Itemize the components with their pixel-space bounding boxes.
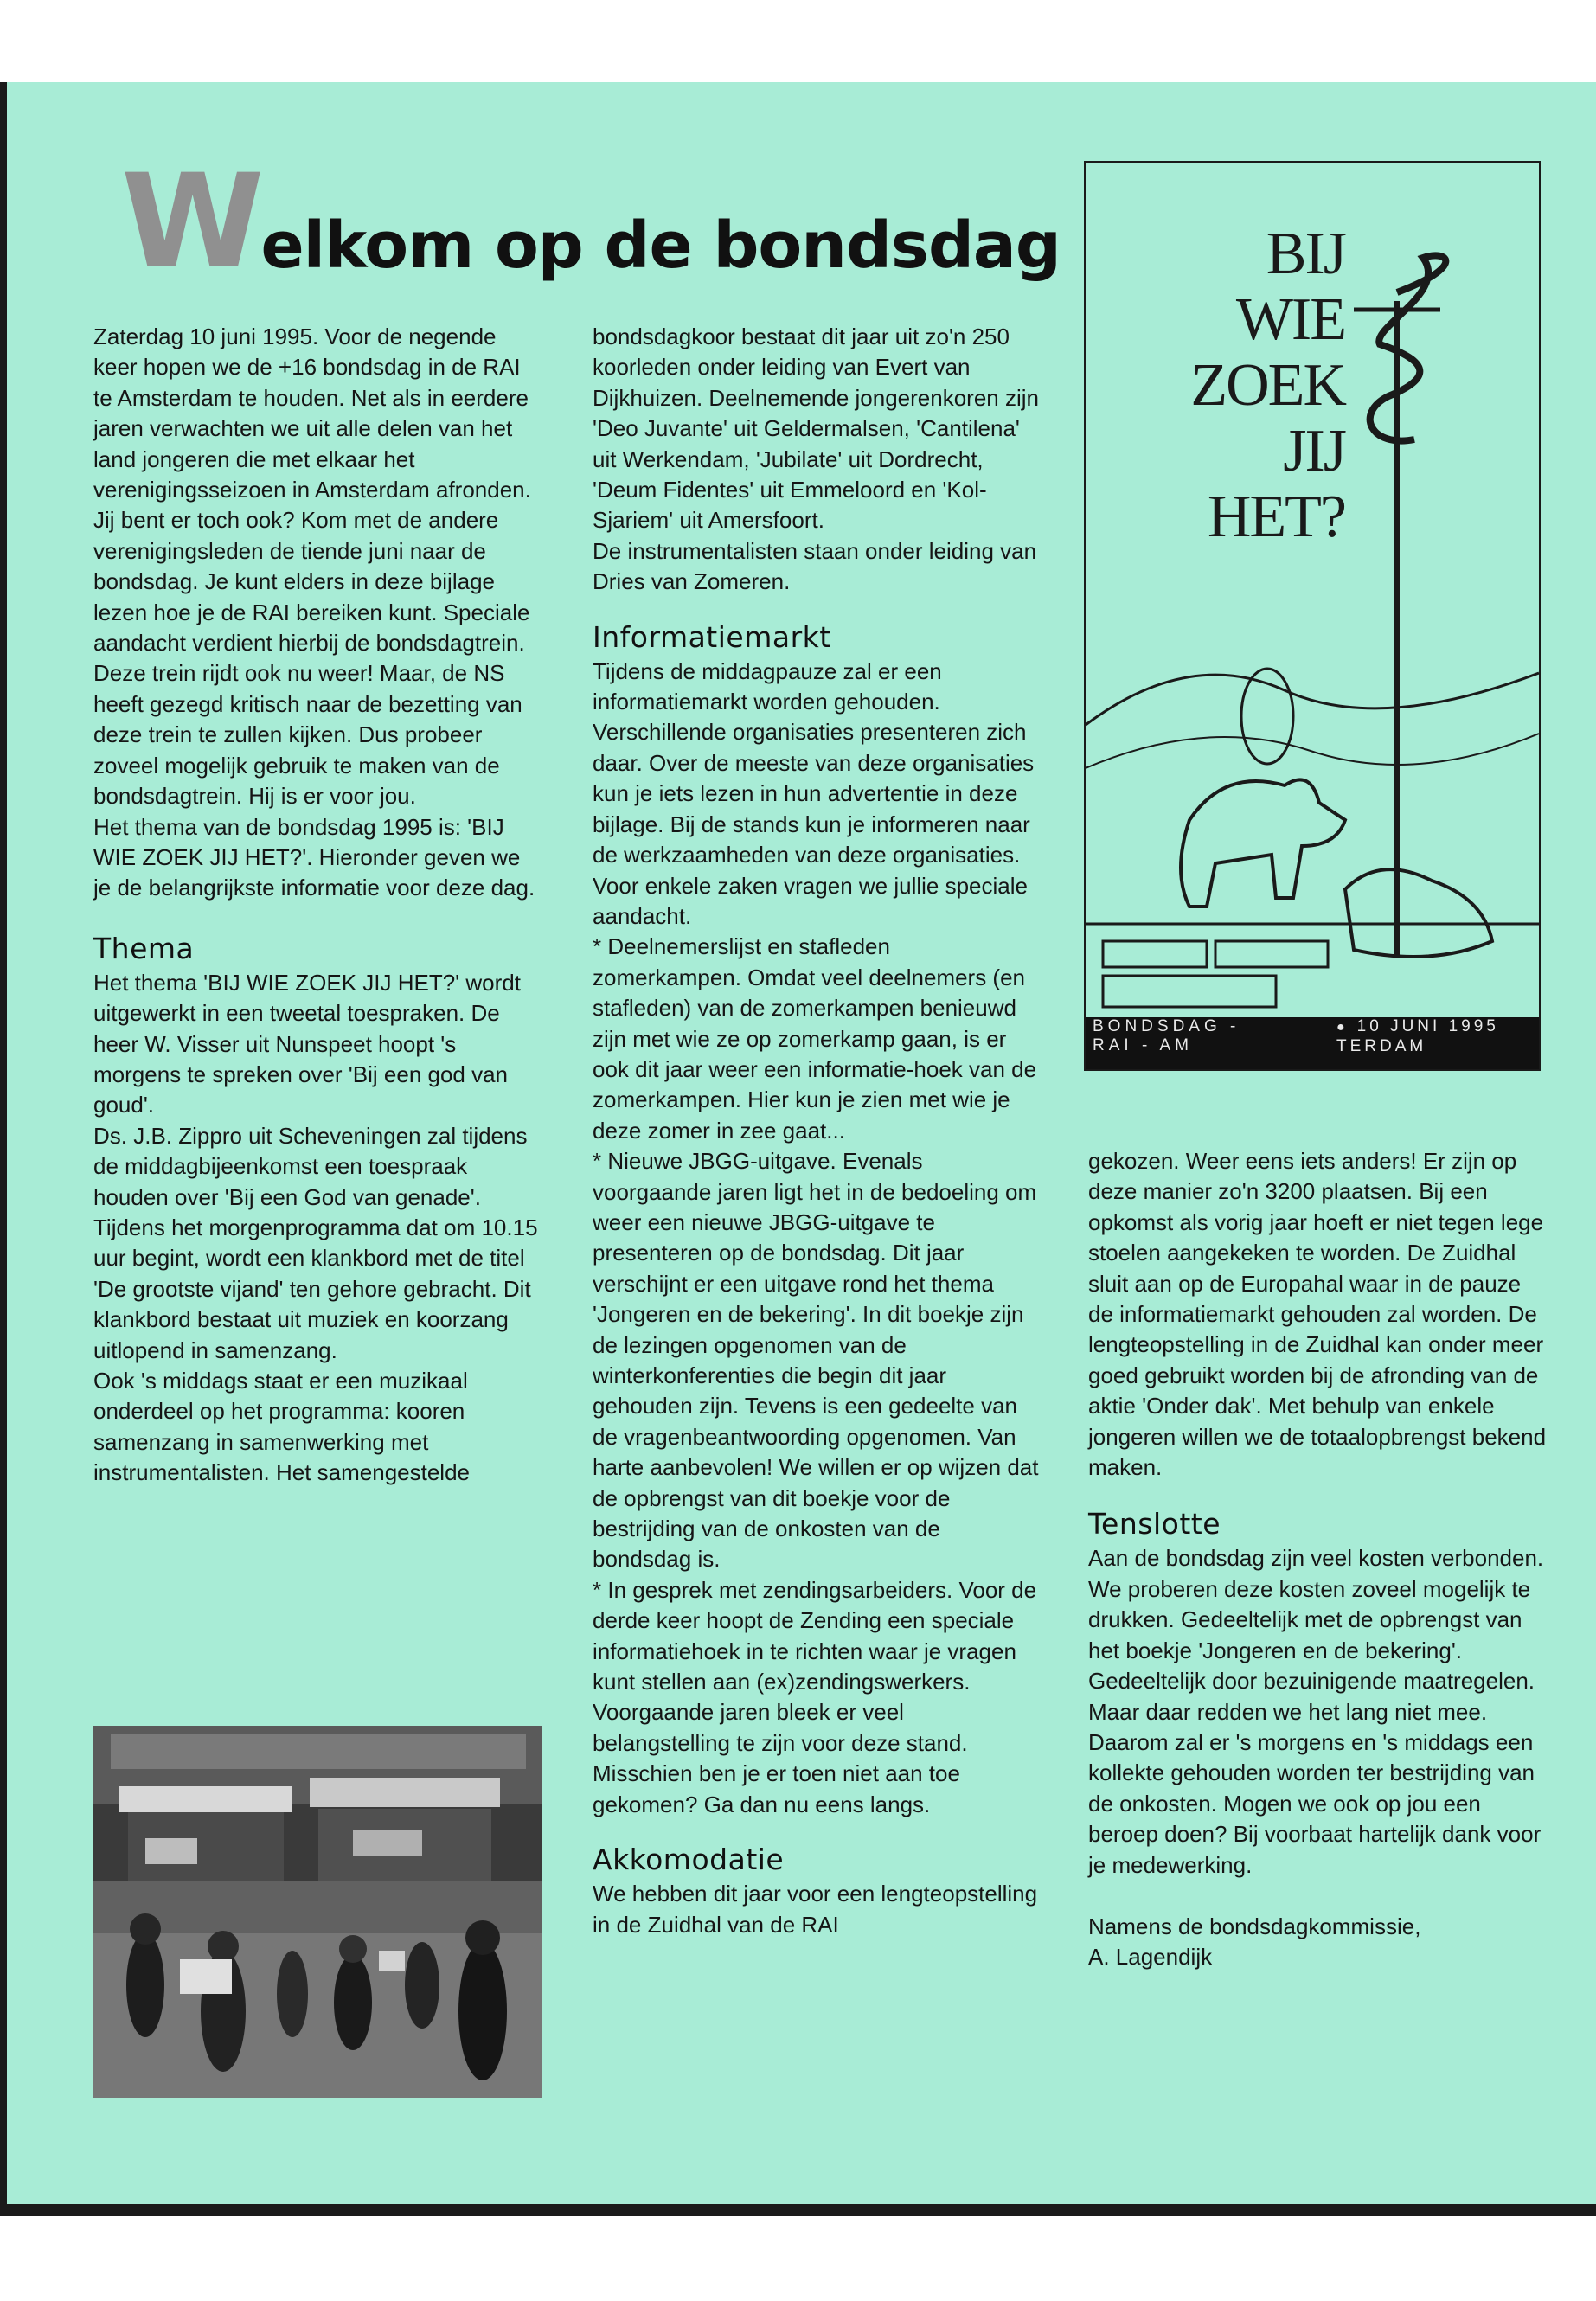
tenslotte-paragraph: Aan de bondsdag zijn veel kosten verbonden. We proberen deze kosten zoveel mogelijk te drukken. Gedeeltelijk met de opbrengst van het boekje 'Jongeren en de bekering'. Gedeeltelijk door bezuinigende maatregelen. Maar daar redden we het lang niet mee. Daarom zal er 's morgens en 's middags een kollekte gehouden worden ter bestrijding van de onkosten. Mogen we ook op jou een beroep doen? Bij voorbaat hartelijk dank voor je medewerking.: [1088, 1545, 1544, 1878]
signature-line-1: Namens de bondsdagkommissie,: [1088, 1913, 1421, 1939]
theme-poster: [1084, 161, 1541, 1071]
info-paragraph-3: * Nieuwe JBGG-uitgave. Evenals voorgaande jaren ligt het in de bedoeling om weer een nieuwe JBGG-uitgave te presenteren op de bondsdag. Dit jaar verschijnt er een uitgave rond het thema 'Jongeren en de bekering'. In dit boekje zijn de lezingen opgenomen van de winterkonferenties die begin dit jaar gehouden zijn. Tevens is een gedeelte van de vragenbeantwoording opgenomen. Van harte aanbevolen! We willen er op wijzen dat de opbrengst van dit boekje voor de bestrijding van de onkosten van de bondsdag is.: [593, 1148, 1039, 1573]
heading-akkomodatie: Akkomodatie: [593, 1843, 785, 1877]
band-bottom-left: RAI - AM: [1093, 1036, 1194, 1054]
page-bottom-margin: [0, 2204, 1596, 2301]
page-top-margin: [0, 0, 1596, 82]
column-3: [1088, 1146, 1547, 1973]
intro-paragraph: Zaterdag 10 juni 1995. Voor de negende keer hopen we de +16 bondsdag in de RAI te Amsterdam te houden. Net als in eerdere jaren verwachten we uit alle delen van het land jongeren die met elkaar het verenigingsseizoen in Amsterdam afronden. Jij bent er toch ook? Kom met de andere verenigingsleden de tiende juni naar de bondsdag. Je kunt elders in deze bijlage lezen hoe je de RAI bereiken kunt. Speciale aandacht verdient hierbij de bondsdagtrein. Deze trein rijdt ook nu weer! Maar, de NS heeft gezegd kritisch naar de bezetting van deze trein te zullen kijken. Dus probeer zoveel mogelijk gebruik te maken van de bondsdagtrein. Hij is er voor jou.: [93, 324, 531, 810]
akkomodatie-continued: gekozen. Weer eens iets anders! Er zijn op deze manier zo'n 3200 plaatsen. Bij een opkomst als vorig jaar hoeft er niet tegen lege stoelen aangekeken te worden. De Zuidhal sluit aan op de Europahal waar in de pauze de informatiemarkt gehouden zal worden. De lengteopstelling in de Zuidhal kan onder meer goed gebruikt worden bij de afronding van de aktie 'Onder dak'. Met behulp van enkele jongeren willen we de totaalopbrengst bekend maken.: [1088, 1148, 1547, 1481]
crowd-photo: [93, 1726, 542, 2098]
instrumentalists-paragraph: De instrumentalisten staan onder leiding van Dries van Zomeren.: [593, 537, 1037, 595]
title-rest: elkom op de bondsdag: [260, 208, 1061, 283]
page-left-edge: [0, 82, 7, 2245]
column-1: [93, 322, 543, 1489]
thema-paragraph-4: Ook 's middags staat er een muzikaal onderdeel op het programma: kooren samenzang in samenwerking met instrumentalisten. Het samengestelde: [93, 1368, 471, 1486]
bottom-rule: [0, 2204, 1596, 2216]
info-paragraph-1: Tijdens de middagpauze zal er een informatiemarkt worden gehouden. Verschillende organisaties presenteren zich daar. Over de meeste van deze organisaties kun je iets lezen in hun advertentie in deze bijlage. Bij de stands kun je informeren naar de werkzaamheden van deze organisaties. Voor enkele zaken vragen we jullie speciale aandacht.: [593, 657, 1035, 929]
band-top-left: BONDSDAG -: [1093, 1017, 1240, 1035]
poster-band-right: [1336, 1017, 1499, 1056]
heading-informatiemarkt: Informatiemarkt: [593, 619, 831, 654]
page-title: [121, 147, 1061, 298]
poster-line-4: JIJ: [1283, 418, 1345, 484]
heading-thema: Thema: [93, 931, 195, 965]
thema-paragraph-2: Ds. J.B. Zippro uit Scheveningen zal tijdens de middagbijeenkomst een toespraak houden over 'Bij een God van genade'.: [93, 1122, 528, 1210]
band-bottom-right: TERDAM: [1336, 1037, 1427, 1055]
band-top-right: 10 JUNI 1995: [1356, 1017, 1499, 1035]
crowd-photo-graphic: [93, 1726, 542, 2098]
poster-line-2: WIE: [1235, 286, 1345, 353]
poster-line-5: HET?: [1207, 484, 1345, 550]
choir-paragraph: bondsdagkoor bestaat dit jaar uit zo'n 250 koorleden onder leiding van Evert van Dijkhuizen. Deelnemende jongerenkoren zijn 'Deo Juvante' uit Geldermalsen, 'Cantilena' uit Werkendam, 'Jubilate' uit Dordrecht, 'Deum Fidentes' uit Emmeloord en 'Kol-Sjariem' uit Amersfoort.: [593, 324, 1039, 534]
poster-title: [1155, 221, 1345, 550]
poster-line-3: ZOEK: [1190, 352, 1345, 419]
thema-paragraph-3: Tijdens het morgenprogramma dat om 10.15 uur begint, wordt een klankbord met de titel 'De grootste vijand' ten gehore gebracht. Dit klankbord bestaat uit muziek en koorzang uitlopend in samenzang.: [93, 1214, 538, 1363]
thema-paragraph-1: Het thema 'BIJ WIE ZOEK JIJ HET?' wordt uitgewerkt in een tweetal toespraken. De heer W. Visser uit Nunspeet hoopt 's morgens te spreken over 'Bij een god van goud'.: [93, 969, 521, 1118]
info-paragraph-4: * In gesprek met zendingsarbeiders. Voor de derde keer hoopt de Zending een speciale informatiehoek in te richten waar je vragen kunt stellen aan (ex)zendingswerkers. Voorgaande jaren bleek er veel belangstelling te zijn voor deze stand. Misschien ben je er toen niet aan toe gekomen? Ga dan nu eens langs.: [593, 1576, 1037, 1817]
theme-intro-paragraph: Het thema van de bondsdag 1995 is: 'BIJ WIE ZOEK JIJ HET?'. Hieronder geven we je de belangrijkste informatie voor deze dag.: [93, 813, 535, 901]
info-paragraph-2: * Deelnemerslijst en stafleden zomerkampen. Omdat veel deelnemers (en stafleden) van de zomerkampen benieuwd zijn met wie ze op zomerkamp gaan, is er ook dit jaar weer een informatie-hoek van de zomerkampen. Hier kun je zien met wie je deze zomer in zee gaat...: [593, 933, 1037, 1144]
column-2: [593, 322, 1042, 1940]
bullet-icon: ●: [1336, 1020, 1349, 1035]
heading-tenslotte: Tenslotte: [1088, 1507, 1221, 1541]
signature-line-2: A. Lagendijk: [1088, 1944, 1213, 1971]
poster-band-left: [1093, 1017, 1240, 1055]
title-initial: W: [121, 147, 260, 298]
akkomodatie-paragraph: We hebben dit jaar voor een lengteopstelling in de Zuidhal van de RAI: [593, 1881, 1038, 1938]
poster-line-1: BIJ: [1266, 221, 1345, 287]
